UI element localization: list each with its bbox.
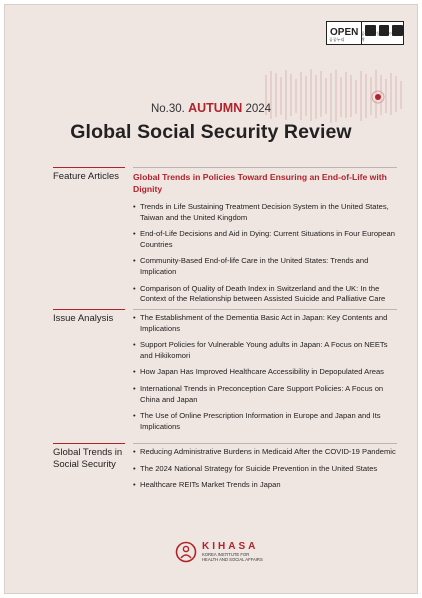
badge-sub-left: 공공누리 [329, 37, 345, 42]
list-item[interactable]: • Reducing Administrative Burdens in Medicaid After the COVID-19 Pandemic [133, 447, 397, 458]
cover-page [4, 4, 418, 594]
section-body [133, 443, 397, 497]
list-item[interactable]: • Healthcare REITs Market Trends in Japan [133, 480, 397, 491]
section-body [133, 167, 397, 311]
issue-line [5, 101, 417, 115]
logo-text [202, 541, 263, 562]
section-heading: Global Trends in Policies Toward Ensuring an End-of-Life with Dignity [133, 172, 387, 194]
section-label: Feature Articles [53, 167, 125, 183]
list-item[interactable]: • How Japan Has Improved Healthcare Accessibility in Depopulated Areas [133, 367, 397, 378]
list-item[interactable]: • International Trends in Preconception Care Support Policies: A Focus on China and Japan [133, 384, 397, 405]
open-license-badge [326, 21, 404, 45]
logo-sub-line2: HEALTH AND SOCIAL AFFAIRS [202, 557, 263, 562]
list-item[interactable]: • End-of-Life Decisions and Aid in Dying: Current Situations in Four European Countries [133, 229, 397, 250]
page-title: Global Social Security Review [70, 121, 352, 143]
list-item[interactable]: • The Use of Online Prescription Information in Europe and Japan and Its Implications [133, 411, 397, 432]
section-label: Global Trends in Social Security [53, 443, 125, 471]
open-label: OPEN [327, 22, 362, 44]
badge-sub-right: 공공저작물 자유이용허락 [361, 31, 401, 42]
list-item[interactable]: • Trends in Life Sustaining Treatment Decision System in the United States, Taiwan and the United Kingdom [133, 202, 397, 223]
logo-name: KIHASA [202, 541, 259, 552]
kihasa-emblem-icon [175, 541, 197, 563]
section-label: Issue Analysis [53, 309, 125, 325]
logo-sub-line1: KOREA INSTITUTE FOR [202, 552, 250, 557]
section-body [133, 309, 397, 438]
issue-season: AUTUMN [188, 101, 243, 115]
list-item[interactable]: • The Establishment of the Dementia Basic Act in Japan: Key Contents and Implications [133, 313, 397, 334]
list-item[interactable]: • Community-Based End-of-life Care in the United States: Trends and Implication [133, 256, 397, 277]
list-item[interactable]: • Support Policies for Vulnerable Young adults in Japan: A Focus on NEETs and Hikikomori [133, 340, 397, 361]
list-item[interactable]: • The 2024 National Strategy for Suicide Prevention in the United States [133, 464, 397, 475]
issue-number: No.30. [150, 103, 185, 115]
issue-year: 2024 [245, 103, 272, 115]
article-list [133, 447, 397, 491]
article-list [133, 202, 397, 305]
kihasa-logo [5, 533, 417, 573]
list-item[interactable]: • Comparison of Quality of Death Index in Switzerland and the UK: In the Context of the Relationship between Assisted Suicide and Palliative Care [133, 284, 397, 305]
article-list [133, 313, 397, 432]
